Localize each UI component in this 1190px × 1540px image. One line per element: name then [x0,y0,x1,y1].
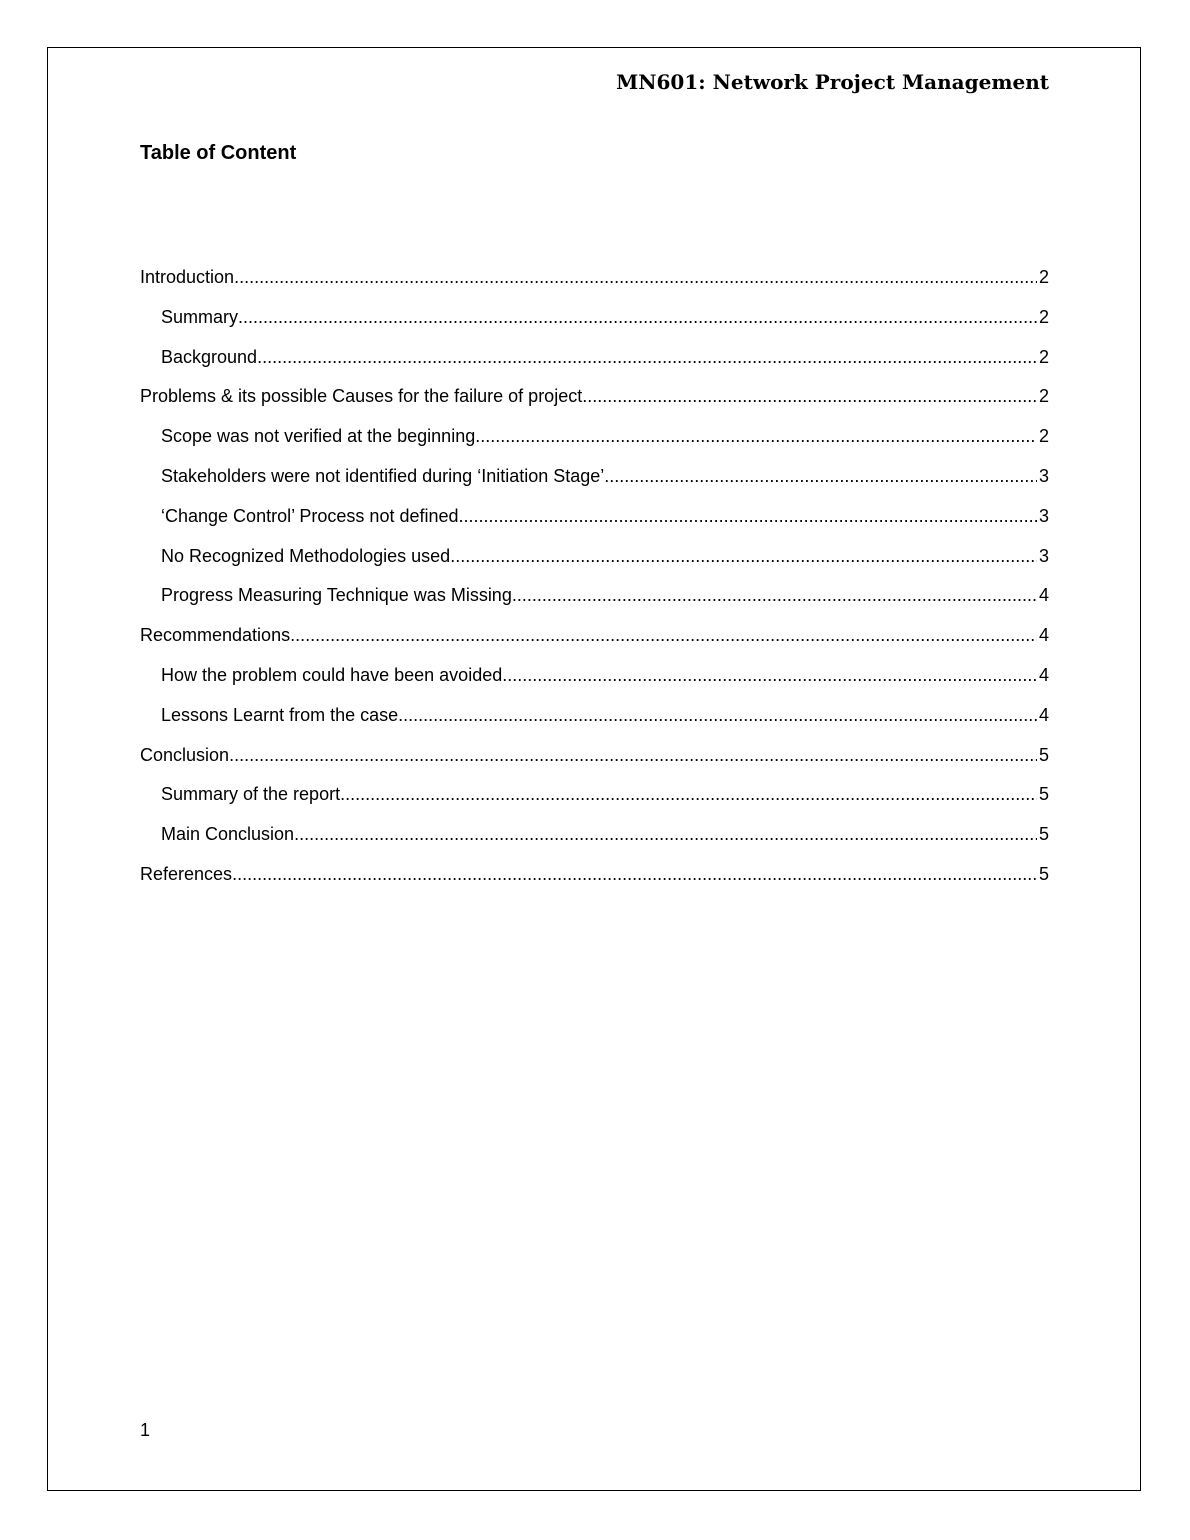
toc-entry-page: 2 [1038,346,1049,367]
toc-entry-summary-report[interactable] [140,779,1049,819]
toc-entry-page: 5 [1038,744,1049,765]
toc-entry-label: Problems & its possible Causes for the failure of project [140,386,583,407]
toc-dot-leader [512,580,1037,610]
toc-entry-page: 3 [1038,505,1049,526]
toc-entry-label: Summary [161,306,239,327]
toc-dot-leader [229,740,1037,770]
toc-entry-label: Background [161,346,258,367]
toc-entry-page: 2 [1038,306,1049,327]
toc-entry-label: Progress Measuring Technique was Missing [161,585,512,606]
table-of-contents [140,262,1049,899]
toc-entry-label: Main Conclusion [161,824,295,845]
toc-entry-label: Conclusion [140,744,230,765]
toc-entry-label: ‘Change Control’ Process not defined [161,505,459,526]
toc-entry-label: Summary of the report [161,784,341,805]
toc-entry-stakeholders[interactable] [140,461,1049,501]
toc-entry-page: 5 [1038,824,1049,845]
toc-entry-page: 5 [1038,863,1049,884]
toc-dot-leader [450,541,1037,571]
toc-entry-page: 2 [1038,426,1049,447]
toc-entry-page: 3 [1038,545,1049,566]
toc-heading: Table of Content [140,142,297,164]
toc-entry-summary[interactable] [140,302,1049,342]
toc-entry-change-control[interactable] [140,501,1049,541]
toc-entry-references[interactable] [140,859,1049,899]
toc-dot-leader [290,620,1037,650]
toc-dot-leader [604,461,1037,491]
toc-entry-avoided[interactable] [140,660,1049,700]
toc-entry-page: 2 [1038,267,1049,287]
toc-entry-page: 4 [1038,704,1049,725]
toc-entry-page: 4 [1038,585,1049,606]
toc-entry-label: How the problem could have been avoided [161,664,503,685]
toc-dot-leader [238,302,1037,332]
toc-entry-introduction[interactable] [140,262,1049,302]
toc-entry-conclusion[interactable] [140,740,1049,780]
toc-entry-page: 2 [1038,386,1049,407]
toc-entry-recommendations[interactable] [140,620,1049,660]
toc-dot-leader [257,342,1037,372]
toc-entry-label: Introduction [140,267,235,287]
toc-entry-page: 4 [1038,664,1049,685]
toc-entry-label: Scope was not verified at the beginning [161,426,476,447]
toc-dot-leader [582,381,1037,411]
toc-entry-problems[interactable] [140,381,1049,421]
toc-dot-leader [232,859,1037,889]
toc-entry-label: No Recognized Methodologies used [161,545,451,566]
page-number: 1 [140,1420,151,1440]
toc-entry-label: Recommendations [140,625,291,646]
toc-entry-progress-measuring[interactable] [140,580,1049,620]
toc-entry-lessons[interactable] [140,700,1049,740]
toc-entry-main-conclusion[interactable] [140,819,1049,859]
toc-entry-scope[interactable] [140,421,1049,461]
toc-dot-leader [459,501,1037,531]
toc-entry-label: References [140,863,233,884]
toc-entry-label: Stakeholders were not identified during ‘Initiation Stage’ [161,465,605,486]
toc-dot-leader [294,819,1037,849]
toc-entry-page: 3 [1038,465,1049,486]
header-title: MN601: Network Project Management [616,70,1049,94]
toc-dot-leader [234,262,1037,292]
toc-entry-methodologies[interactable] [140,541,1049,581]
toc-entry-page: 5 [1038,784,1049,805]
toc-dot-leader [502,660,1037,690]
toc-entry-page: 4 [1038,625,1049,646]
toc-dot-leader [475,421,1037,451]
toc-entry-background[interactable] [140,342,1049,382]
toc-entry-label: Lessons Learnt from the case [161,704,399,725]
toc-dot-leader [398,700,1037,730]
toc-dot-leader [340,779,1037,809]
